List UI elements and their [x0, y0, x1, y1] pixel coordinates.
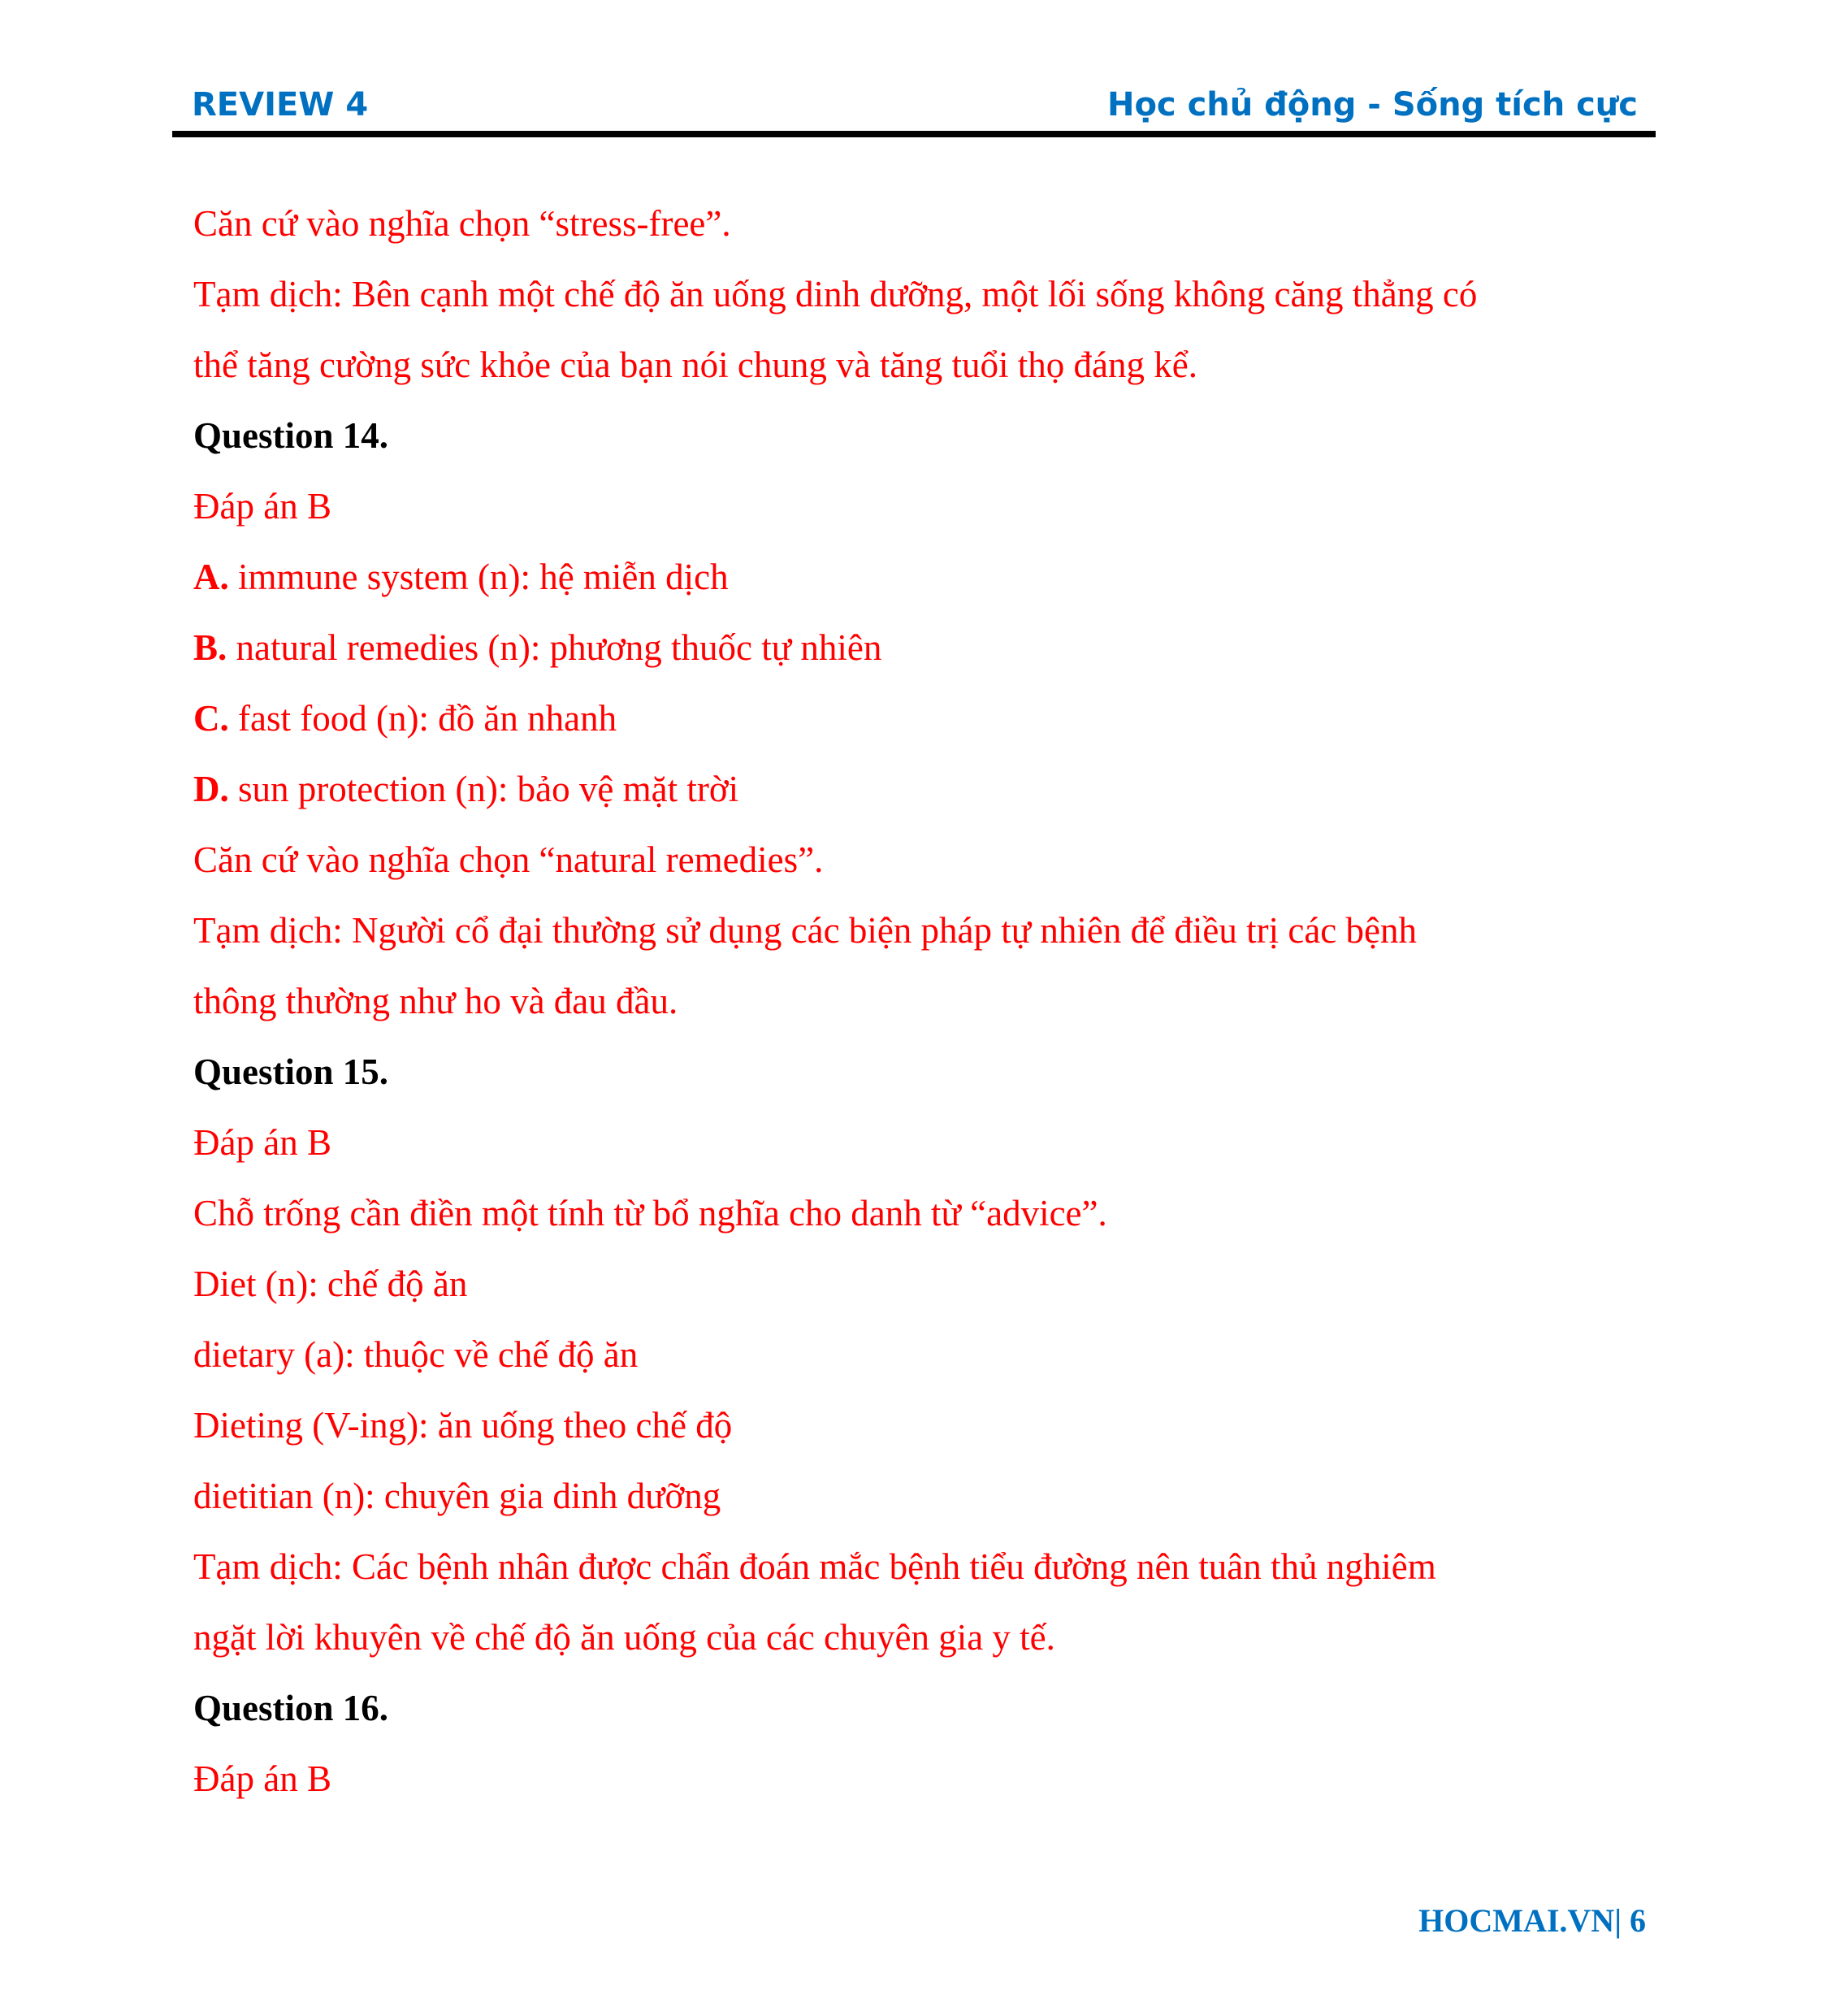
option-key: D. — [193, 769, 229, 809]
option-key: C. — [193, 698, 229, 739]
answer-option — [193, 613, 1639, 683]
explanation-line: Căn cứ vào nghĩa chọn “natural remedies”. — [193, 839, 824, 880]
explanation-line: ngặt lời khuyên về chế độ ăn uống của các chuyên gia y tế. — [193, 1617, 1055, 1658]
explanation-line: dietitian (n): chuyên gia dinh dưỡng — [193, 1476, 721, 1516]
question-heading: Question 16. — [193, 1688, 389, 1728]
explanation-line: Chỗ trống cần điền một tính từ bổ nghĩa cho danh từ “advice”. — [193, 1193, 1107, 1233]
option-key: B. — [193, 627, 227, 668]
header-slogan: Học chủ động - Sống tích cực — [1106, 86, 1638, 124]
explanation-line: Tạm dịch: Người cổ đại thường sử dụng các biện pháp tự nhiên để điều trị các bệnh — [193, 910, 1417, 951]
answer-option — [193, 542, 1639, 613]
explanation-line: Đáp án B — [193, 486, 331, 527]
explanation-line: Dieting (V-ing): ăn uống theo chế độ — [193, 1405, 733, 1446]
explanation-line: Đáp án B — [193, 1758, 331, 1799]
answer-option — [193, 683, 1639, 754]
option-text: sun protection (n): bảo vệ mặt trời — [228, 769, 739, 809]
page-footer: HOCMAI.VN| 6 — [1418, 1902, 1646, 1939]
explanation-line: dietary (a): thuộc về chế độ ăn — [193, 1334, 639, 1375]
answer-option — [193, 754, 1639, 825]
option-text: natural remedies (n): phương thuốc tự nhiên — [227, 627, 882, 668]
answer-content — [193, 189, 1639, 1814]
option-text: fast food (n): đồ ăn nhanh — [228, 698, 617, 739]
page-header — [172, 86, 1656, 135]
explanation-line: Đáp án B — [193, 1122, 331, 1163]
question-heading: Question 14. — [193, 415, 389, 456]
explanation-line: Căn cứ vào nghĩa chọn “stress-free”. — [193, 203, 731, 244]
explanation-line: Tạm dịch: Bên cạnh một chế độ ăn uống dinh dưỡng, một lối sống không căng thẳng có — [193, 274, 1478, 314]
explanation-line: Diet (n): chế độ ăn — [193, 1264, 468, 1304]
explanation-line: thông thường như ho và đau đầu. — [193, 981, 678, 1021]
question-heading: Question 15. — [193, 1051, 389, 1092]
option-text: immune system (n): hệ miễn dịch — [228, 557, 729, 597]
option-key: A. — [193, 557, 229, 597]
header-section-title: REVIEW 4 — [192, 86, 369, 124]
header-divider — [172, 131, 1656, 137]
explanation-line: Tạm dịch: Các bệnh nhân được chẩn đoán mắc bệnh tiểu đường nên tuân thủ nghiêm — [193, 1546, 1436, 1587]
explanation-line: thể tăng cường sức khỏe của bạn nói chung và tăng tuổi thọ đáng kể. — [193, 345, 1198, 385]
